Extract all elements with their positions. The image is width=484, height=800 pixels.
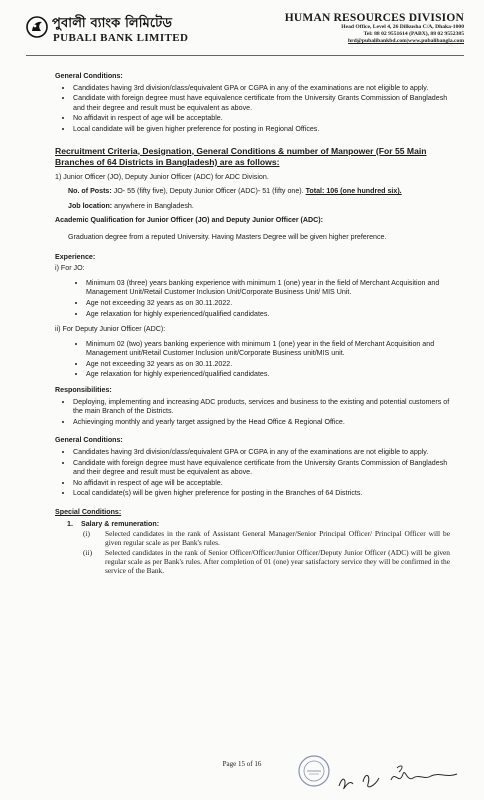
salary-item [83, 529, 450, 547]
academic-heading: Academic Qualification for Junior Officer (JO) and Deputy Junior Officer (ADC): [55, 216, 324, 225]
signature-scribbles-icon [335, 756, 465, 796]
posts-line [68, 187, 450, 197]
document-body [55, 72, 450, 575]
list-item: • Local candidate will be given higher preference for posting in Regional Offices. [73, 125, 450, 135]
posts-value: JO- 55 (fifty five), Deputy Junior Officer (ADC)- 51 (fifty one). [113, 187, 304, 196]
header-divider [26, 55, 464, 56]
recruitment-title: Recruitment Criteria, Designation, General Conditions & number of Manpower (For 55 Main Branches of 64 Districts in Bangladesh) are as follows: [55, 145, 427, 168]
division-address: Head Office, Level 4, 26 Dilkusha C/A, Dhaka-1000 [341, 24, 464, 30]
location-value: anywhere in Bangladesh. [114, 201, 194, 210]
list-item: • Age relaxation for highly experienced/qualified candidates. [86, 370, 450, 380]
academic-text: Graduation degree from a reputed University. Having Masters Degree will be given higher preference. [68, 232, 387, 241]
location-line [68, 202, 450, 212]
salary-item [83, 548, 450, 576]
special-conditions-heading: Special Conditions: [55, 508, 122, 516]
salary-heading: Salary & remuneration: [81, 519, 160, 528]
list-item: • Achievinging monthly and yearly target assigned by the Head Office & Regional Office. [73, 418, 450, 428]
bank-name-bengali: পুবালী ব্যাংক লিমিটেড [52, 16, 173, 31]
division-block [285, 12, 464, 45]
page-number: Page 15 of 16 [222, 760, 262, 768]
division-title: HUMAN RESOURCES DIVISION [284, 12, 464, 24]
list-item: • Local candidate(s) will be given higher preference for posting in the Branches of 64 Districts. [73, 489, 450, 499]
jo-experience-list [68, 279, 450, 319]
position-line: 1) Junior Officer (JO), Deputy Junior Officer (ADC) for ADC Division. [55, 172, 269, 181]
adc-label: ii) For Deputy Junior Officer (ADC): [55, 325, 166, 334]
jo-label: i) For JO: [55, 264, 85, 273]
bank-logo-icon [26, 16, 48, 38]
list-item: • No affidavit in respect of age will be acceptable. [73, 114, 450, 124]
list-item: • Candidates having 3rd division/class/equivalent GPA or CGPA in any of the examinations are not eligible to apply. [73, 84, 450, 94]
general-conditions-list-1 [55, 84, 450, 135]
posts-label: No. of Posts: [68, 187, 112, 196]
salary-item-index: (ii) [83, 547, 93, 557]
salary-heading-row [67, 520, 450, 530]
list-item: • No affidavit in respect of age will be acceptable. [73, 479, 450, 489]
list-item: • Candidate with foreign degree must have equivalence certificate from the University Grants Commission of Bangladesh and their degree and result must be equivalent as above. [73, 459, 450, 478]
salary-item-text: Selected candidates in the rank of Senior Officer/Officer/Junior Officer/Deputy Junior Officer (ADC) will be given regular scale as per Bank's rules. After completion of 01 (one) year satisfactory service they will be confirmed in the service of the Bank. [105, 547, 450, 575]
list-item: • Minimum 02 (two) years banking experience with minimum 1 (one) year in the field of Merchant Acquisition and Management unit/Retail Customer Inclusion unit/Corporate Business unit/MIS unit. [86, 340, 450, 359]
bank-name-english: PUBALI BANK LIMITED [53, 32, 189, 44]
salary-item-index: (i) [83, 529, 90, 539]
responsibilities-heading: Responsibilities: [55, 386, 112, 395]
list-item: • Candidate with foreign degree must have equivalence certificate from the University Grants Commission of Bangladesh and their degree and result must be equivalent as above. [73, 94, 450, 113]
list-item: • Age not exceeding 32 years as on 30.11.2022. [86, 299, 450, 309]
general-conditions-list-2 [55, 448, 450, 499]
salary-item-text: Selected candidates in the rank of Assistant General Manager/Senior Principal Officer/ Principal Officer will be given regular scale as per Bank's rules. [105, 529, 450, 548]
adc-experience-list [68, 340, 450, 380]
list-item: • Candidates having 3rd division/class/equivalent GPA or CGPA in any of the examinations are not eligible to apply. [73, 448, 450, 458]
responsibilities-list [55, 398, 450, 428]
division-phone: Tel: 88 02 9551614 (PABX), 88 02 9552385 [363, 31, 464, 37]
experience-heading: Experience: [55, 252, 96, 261]
list-item: • Age relaxation for highly experienced/qualified candidates. [86, 310, 450, 320]
posts-total: Total: 106 (one hundred six). [305, 187, 402, 196]
office-seal-icon [297, 754, 331, 788]
list-item: • Minimum 03 (three) years banking experience with minimum 1 (one) year in the field of Merchant Acquisition and Management Unit/Retail Customer Inclusion Unit/Corporate Business Unit/ MIS Unit. [86, 279, 450, 298]
general-conditions-heading-2: General Conditions: [55, 436, 123, 445]
list-item: • Deploying, implementing and increasing ADC products, services and business to the existing and potential customers of the main Branch of the Districts. [73, 398, 450, 417]
letterhead [26, 8, 464, 60]
salary-number: 1. [67, 519, 73, 528]
list-item: • Age not exceeding 32 years as on 30.11.2022. [86, 360, 450, 370]
division-email-web[interactable]: hrd@pubalibankbd.com|www.pubalibangla.com [347, 38, 464, 44]
page-footer [0, 752, 484, 800]
location-label: Job location: [68, 201, 113, 210]
general-conditions-heading-1: General Conditions: [55, 72, 123, 80]
